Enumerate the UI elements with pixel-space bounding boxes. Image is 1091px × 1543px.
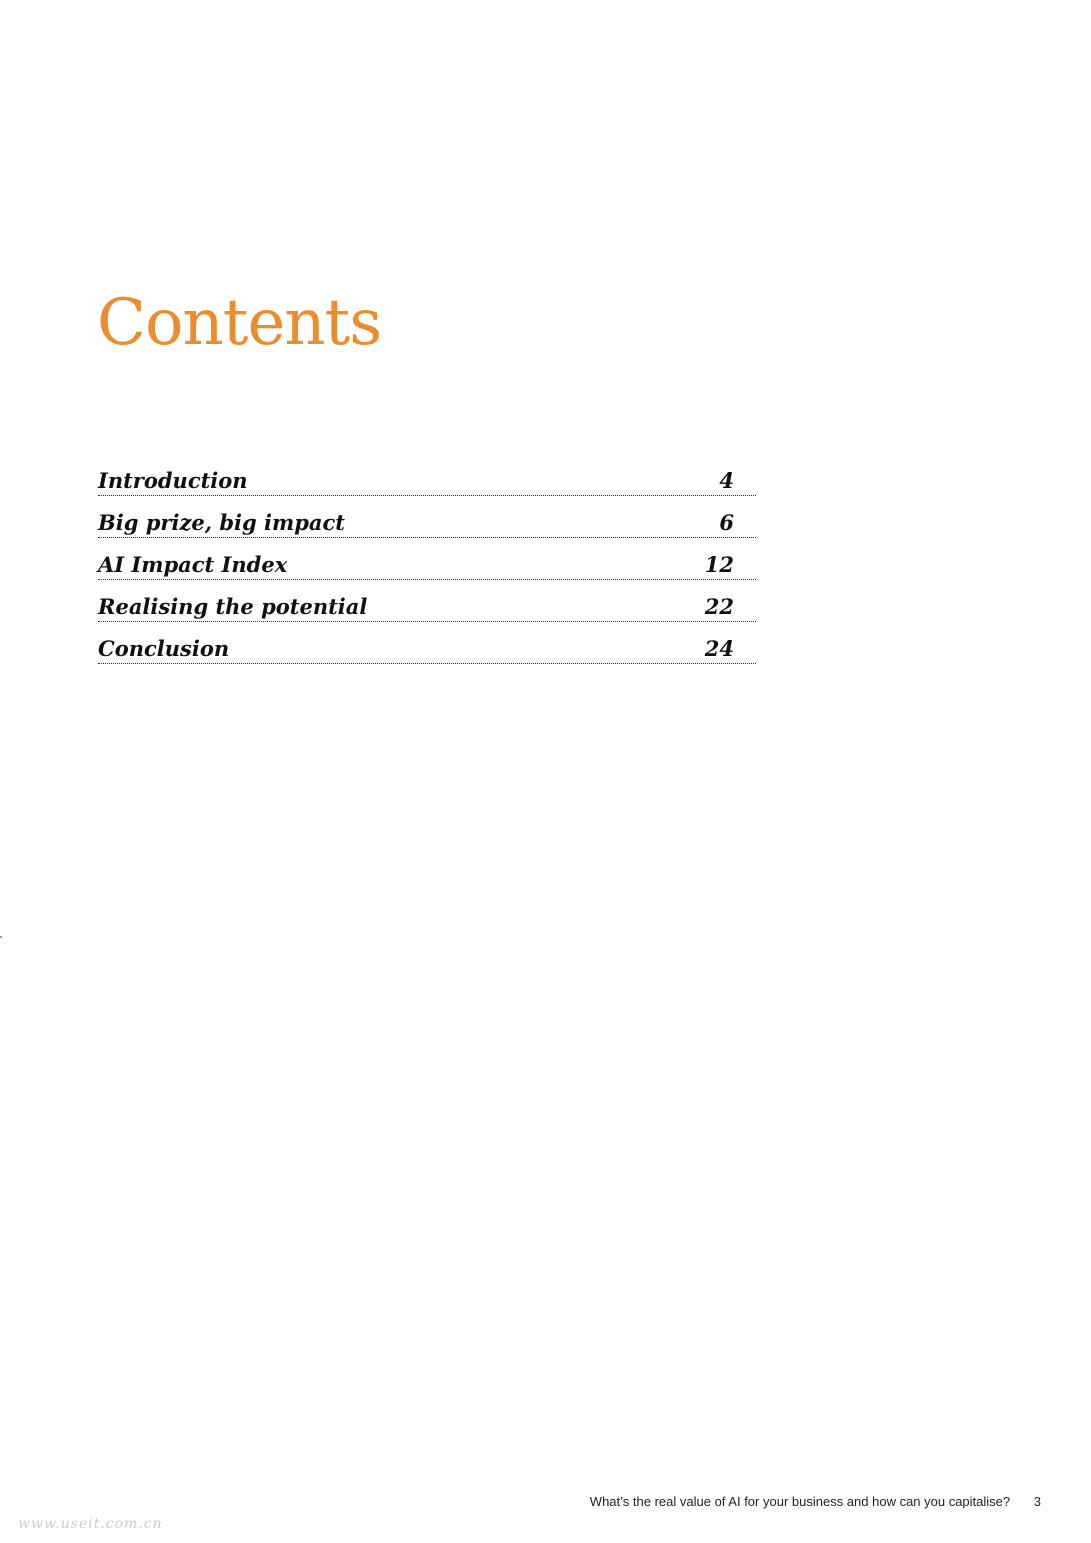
edge-mark xyxy=(0,936,2,938)
toc-entry-ai-impact-index[interactable] xyxy=(98,538,756,580)
toc-entry-page-number: 4 xyxy=(719,467,734,493)
toc-entry-label[interactable]: Introduction xyxy=(98,467,248,493)
toc-entry-page-number: 22 xyxy=(704,593,734,619)
toc-entry-label[interactable]: AI Impact Index xyxy=(98,551,288,577)
toc-entry-introduction[interactable] xyxy=(98,454,756,496)
toc-entry-page-number: 6 xyxy=(719,509,734,535)
footer-page-number: 3 xyxy=(1033,1494,1041,1509)
toc-entry-realising-potential[interactable] xyxy=(98,580,756,622)
watermark: www.useit.com.cn xyxy=(18,1516,163,1532)
table-of-contents xyxy=(98,454,756,664)
toc-entry-label[interactable]: Big prize, big impact xyxy=(98,509,345,535)
page-title: Contents xyxy=(97,286,382,360)
toc-entry-conclusion[interactable] xyxy=(98,622,756,664)
page-footer xyxy=(590,1494,1041,1509)
footer-text: What’s the real value of AI for your business and how can you capitalise? xyxy=(589,1494,1011,1509)
toc-entry-label[interactable]: Realising the potential xyxy=(98,593,368,619)
toc-entry-label[interactable]: Conclusion xyxy=(98,635,230,661)
toc-entry-page-number: 12 xyxy=(704,551,734,577)
toc-entry-big-prize[interactable] xyxy=(98,496,756,538)
toc-entry-page-number: 24 xyxy=(704,635,734,661)
